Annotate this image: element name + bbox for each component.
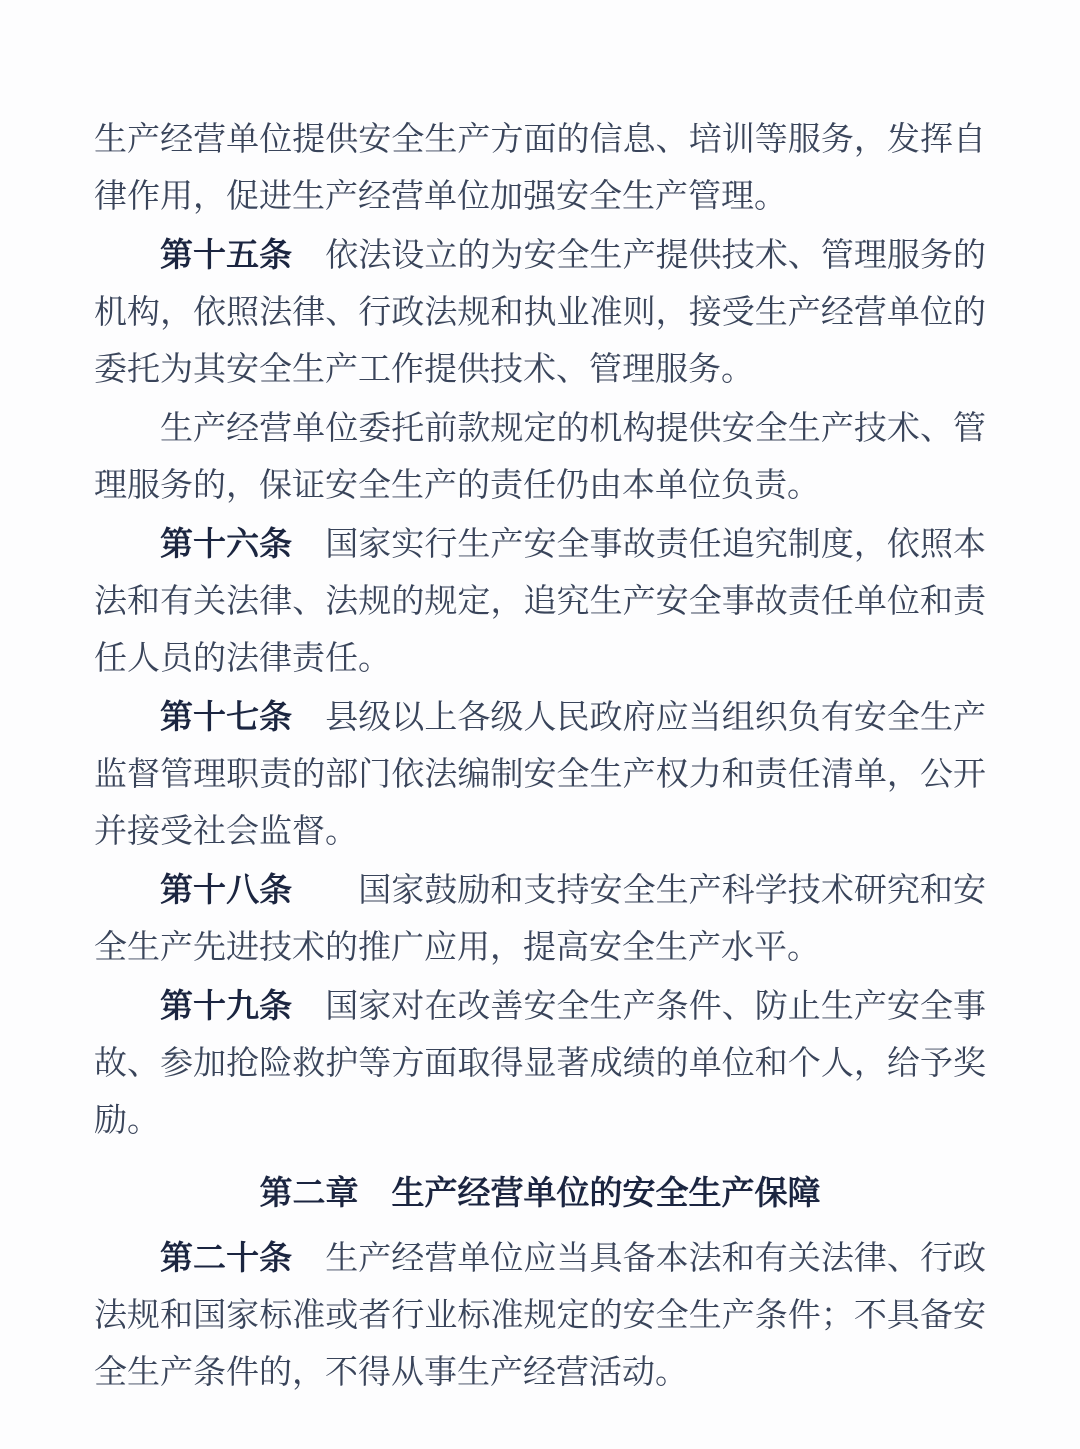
article-number: 第十五条 [160, 236, 293, 273]
article-number: 第十六条 [160, 525, 293, 562]
paragraph [94, 861, 986, 977]
paragraph [94, 110, 986, 226]
article-number: 第二十条 [160, 1239, 293, 1276]
article-number-gap [292, 873, 358, 909]
paragraph [94, 688, 986, 861]
article-number: 第十七条 [160, 698, 293, 735]
article-number: 第十九条 [160, 987, 293, 1024]
paragraph-text: 国家实行生产安全事故责任追究制度，依照本法和有关法律、法规的规定，追究生产安全事故责任单位和责任人员的法律责任。 [94, 527, 987, 677]
article-number: 第十八条 [160, 871, 293, 908]
chapter-heading [94, 1164, 986, 1221]
article-number: 第二章 [259, 1174, 359, 1211]
paragraph-text: 生产经营单位提供安全生产方面的信息、培训等服务，发挥自律作用，促进生产经营单位加强安全生产管理。 [94, 122, 986, 215]
paragraph [94, 399, 986, 515]
paragraph [94, 1229, 986, 1402]
paragraph-text: 国家鼓励和支持安全生产科学技术研究和安全生产先进技术的推广应用，提高安全生产水平。 [94, 873, 987, 966]
article-number-gap [292, 700, 325, 736]
document-content [94, 110, 986, 1402]
paragraph-text: 生产经营单位的安全生产保障 [391, 1174, 821, 1211]
article-number-gap [292, 238, 325, 274]
paragraph [94, 515, 986, 688]
paragraph-text: 生产经营单位委托前款规定的机构提供安全生产技术、管理服务的，保证安全生产的责任仍由本单位负责。 [94, 411, 986, 504]
paragraph-text: 依法设立的为安全生产提供技术、管理服务的机构，依照法律、行政法规和执业准则，接受生产经营单位的委托为其安全生产工作提供技术、管理服务。 [94, 238, 987, 388]
paragraph-text: 县级以上各级人民政府应当组织负有安全生产监督管理职责的部门依法编制安全生产权力和责任清单，公开并接受社会监督。 [94, 700, 987, 850]
article-number-gap [292, 1241, 325, 1277]
paragraph [94, 977, 986, 1150]
article-number-gap [292, 989, 325, 1025]
article-number-gap [292, 527, 325, 563]
article-number-gap [359, 1174, 392, 1211]
paragraph [94, 226, 986, 399]
paragraph-text: 国家对在改善安全生产条件、防止生产安全事故、参加抢险救护等方面取得显著成绩的单位和个人，给予奖励。 [94, 989, 987, 1139]
paragraph-text: 生产经营单位应当具备本法和有关法律、行政法规和国家标准或者行业标准规定的安全生产条件；不具备安全生产条件的，不得从事生产经营活动。 [94, 1241, 987, 1391]
